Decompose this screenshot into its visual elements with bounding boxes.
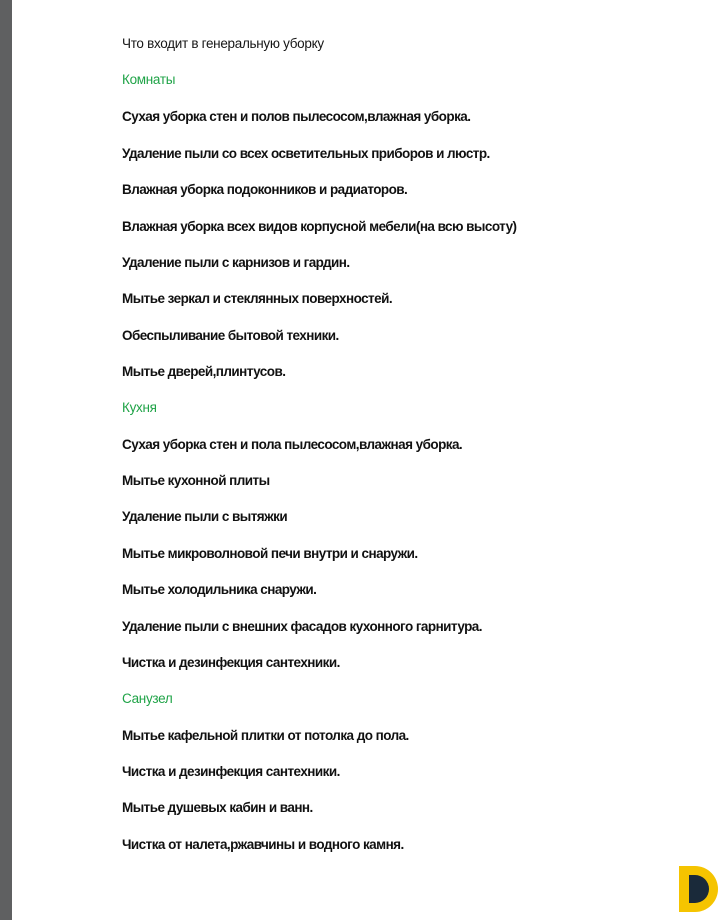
document-page bbox=[12, 0, 727, 920]
list-item: Мытье зеркал и стеклянных поверхностей. bbox=[122, 291, 393, 306]
list-item: Мытье кафельной плитки от потолка до пола. bbox=[122, 728, 409, 743]
section-heading-kitchen: Кухня bbox=[122, 400, 157, 415]
list-item: Обеспыливание бытовой техники. bbox=[122, 328, 339, 343]
list-item: Мытье душевых кабин и ванн. bbox=[122, 800, 313, 815]
list-item: Влажная уборка подоконников и радиаторов. bbox=[122, 182, 408, 197]
list-item: Чистка и дезинфекция сантехники. bbox=[122, 764, 340, 779]
list-item: Удаление пыли с внешних фасадов кухонного гарнитура. bbox=[122, 619, 482, 634]
list-item: Мытье микроволновой печи внутри и снаружи. bbox=[122, 546, 418, 561]
list-item: Влажная уборка всех видов корпусной мебели(на всю высоту) bbox=[122, 219, 517, 234]
list-item: Чистка и дезинфекция сантехники. bbox=[122, 655, 340, 670]
section-heading-rooms: Комнаты bbox=[122, 72, 176, 87]
section-heading-bathroom: Санузел bbox=[122, 691, 173, 706]
list-item: Удаление пыли с вытяжки bbox=[122, 509, 288, 524]
list-item: Мытье холодильника снаружи. bbox=[122, 582, 317, 597]
list-item: Сухая уборка стен и пола пылесосом,влажная уборка. bbox=[122, 437, 463, 452]
list-item: Удаление пыли со всех осветительных приборов и люстр. bbox=[122, 146, 490, 161]
brand-logo-icon bbox=[673, 862, 723, 916]
list-item: Мытье дверей,плинтусов. bbox=[122, 364, 286, 379]
list-item: Удаление пыли с карнизов и гардин. bbox=[122, 255, 350, 270]
list-item: Сухая уборка стен и полов пылесосом,влажная уборка. bbox=[122, 109, 471, 124]
list-item: Чистка от налета,ржавчины и водного камня. bbox=[122, 837, 404, 852]
list-item: Мытье кухонной плиты bbox=[122, 473, 270, 488]
document-title: Что входит в генеральную уборку bbox=[122, 36, 324, 51]
